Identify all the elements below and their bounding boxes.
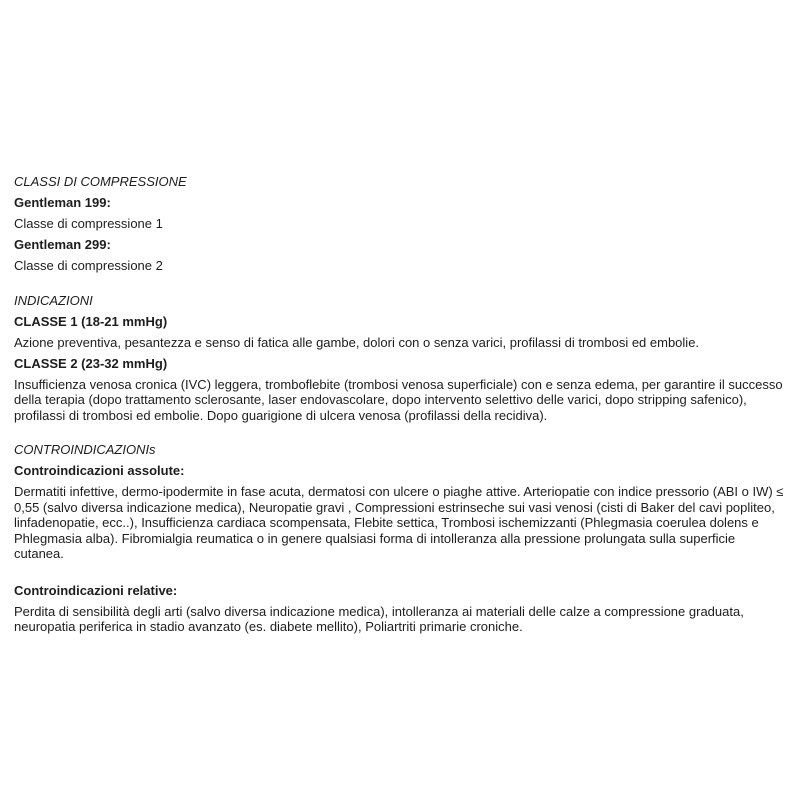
relative-contraindications-subheading: Controindicazioni relative: bbox=[14, 582, 178, 598]
classe-2-subheading: CLASSE 2 (23-32 mmHg) bbox=[14, 355, 168, 371]
section-heading-indicazioni: INDICAZIONI bbox=[14, 292, 93, 308]
section-indications bbox=[14, 293, 786, 424]
section-heading-controindicazioni: CONTROINDICAZIONIs bbox=[14, 442, 156, 457]
product-name-gentleman-199: Gentleman 199: bbox=[14, 195, 111, 210]
classe-2-description: Insufficienza venosa cronica (IVC) leggera, tromboflebite (trombosi venosa superficiale) con e senza edema, per garantire il successo della terapia (dopo trattamento sclerosante, laser endovascolare, dopo intervento selettivo delle varici, dopo stripping safenico), profilassi di trombosi ed embolie. Dopo guarigione di ulcera venosa (profilassi della recidiva). bbox=[14, 376, 783, 423]
classe-1-description: Azione preventiva, pesantezza e senso di fatica alle gambe, dolori con o senza varici, profilassi di trombosi ed embolie. bbox=[14, 334, 700, 350]
compression-class-2-label: Classe di compressione 2 bbox=[14, 258, 163, 273]
section-compression-classes bbox=[14, 174, 786, 274]
relative-contraindications-description: Perdita di sensibilità degli arti (salvo diversa indicazione medica), intolleranza ai materiali delle calze a compressione graduata, neuropatia periferica in stadio avanzato (es. diabete mellito), Poliartriti primarie croniche. bbox=[14, 603, 744, 634]
section-heading-classi-di-compressione: CLASSI DI COMPRESSIONE bbox=[14, 174, 187, 189]
absolute-contraindications-description: Dermatiti infettive, dermo-ipodermite in fase acuta, dermatosi con ulcere o piaghe attive. Arteriopatie con indice pressorio (ABI o IW) ≤ 0,55 (salvo diversa indicazione medica), Neuropatie gravi , Compressioni estrinseche sui vasi venosi (cisti di Baker del cavi popliteo, linfadenopatie, ecc..), Insufficienza cardiaca scompensata, Flebite settica, Trombosi ischemizzanti (Phlegmasia coerulea dolens e Phlegmasia alba). Fibromialgia reumatica o in genere qualsiasi forma di intolleranza alla pressione prolungata sulla superficie cutanea. bbox=[14, 484, 784, 561]
absolute-contraindications-subheading: Controindicazioni assolute: bbox=[14, 463, 185, 478]
product-name-gentleman-299: Gentleman 299: bbox=[14, 237, 111, 252]
classe-1-subheading: CLASSE 1 (18-21 mmHg) bbox=[14, 313, 168, 329]
compression-class-1-label: Classe di compressione 1 bbox=[14, 216, 163, 231]
section-contraindications bbox=[14, 442, 786, 635]
